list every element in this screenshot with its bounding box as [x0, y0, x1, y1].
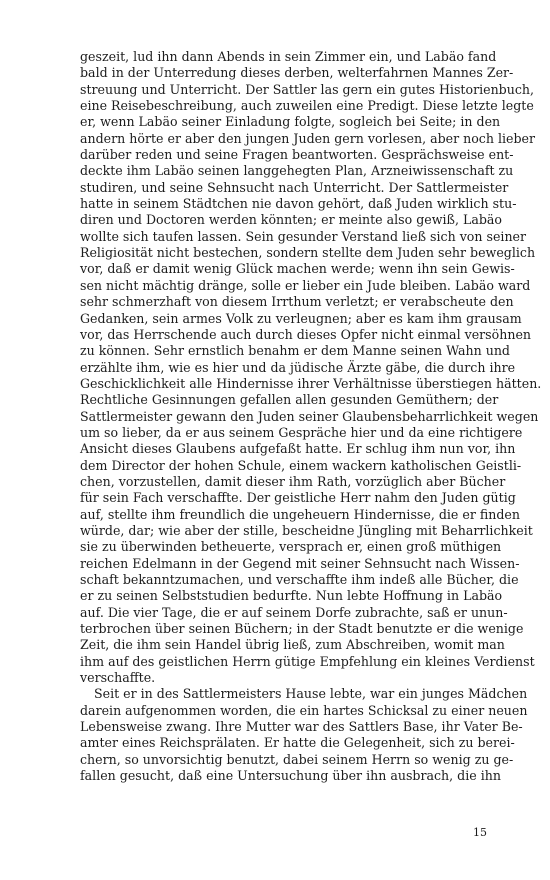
text-line: auf. Die vier Tage, die er auf seinem Dorfe zubrachte, saß er unun- — [80, 604, 508, 620]
text-line: Lebensweise zwang. Ihre Mutter war des Sattlers Base, ihr Vater Be- — [80, 719, 523, 735]
text-line: hatte in seinem Städtchen nie davon gehört, daß Juden wirklich stu- — [80, 196, 517, 212]
text-line: ihm auf des geistlichen Herrn gütige Empfehlung ein kleines Verdienst — [80, 653, 535, 669]
text-line: deckte ihm Labäo seinen langgehegten Plan, Arzneiwissenschaft zu — [80, 163, 514, 179]
text-line: studiren, und seine Sehnsucht nach Unterricht. Der Sattlermeister — [80, 179, 509, 195]
text-line: chern, so unvorsichtig benutzt, dabei seinem Herrn so wenig zu ge- — [80, 751, 514, 767]
text-column — [80, 49, 542, 784]
text-line: eine Reisebeschreibung, auch zuweilen eine Predigt. Diese letzte legte — [80, 98, 534, 114]
text-line: amter eines Reichsprälaten. Er hatte die Gelegenheit, sich zu berei- — [80, 735, 515, 751]
text-line: terbrochen über seinen Büchern; in der Stadt benutzte er die wenige — [80, 621, 524, 637]
text-line: sie zu überwinden betheuerte, versprach er, einen groß müthigen — [80, 539, 502, 555]
text-line: er, wenn Labäo seiner Einladung folgte, sogleich bei Seite; in den — [80, 114, 501, 130]
text-line: Sattlermeister gewann den Juden seiner Glaubensbeharrlichkeit wegen — [80, 408, 539, 424]
text-line: diren und Doctoren werden könnten; er meinte also gewiß, Labäo — [80, 212, 502, 228]
text-line: reichen Edelmann in der Gegend mit seiner Sehnsucht nach Wissen- — [80, 555, 520, 571]
text-line: darein aufgenommen worden, die ein hartes Schicksal zu einer neuen — [80, 702, 528, 718]
text-line: fallen gesucht, daß eine Untersuchung über ihn ausbrach, die ihn — [80, 768, 501, 784]
text-line: geszeit, lud ihn dann Abends in sein Zimmer ein, und Labäo fand — [80, 49, 497, 64]
text-line: dem Director der hohen Schule, einem wackern katholischen Geistli- — [80, 457, 522, 473]
paragraph — [80, 49, 542, 686]
page-number: 15 — [473, 826, 487, 839]
text-line: erzählte ihm, wie es hier und da jüdische Ärzte gäbe, die durch ihre — [80, 359, 516, 375]
text-line: vor, das Herrschende auch durch dieses Opfer nicht einmal versöhnen — [80, 326, 532, 342]
text-line: wollte sich taufen lassen. Sein gesunder Verstand ließ sich von seiner — [80, 228, 527, 244]
text-line: sen nicht mächtig dränge, solle er lieber ein Jude bleiben. Labäo ward — [80, 277, 531, 293]
text-line: Religiosität nicht bestechen, sondern stellte dem Juden sehr beweglich — [80, 245, 536, 261]
text-line: auf, stellte ihm freundlich die ungeheuern Hindernisse, die er finden — [80, 506, 520, 522]
text-line: sehr schmerzhaft von diesem Irrthum verletzt; er verabscheute den — [80, 294, 514, 310]
text-line: bald in der Unterredung dieses derben, welterfahrnen Mannes Zer- — [80, 65, 514, 81]
text-line: Ansicht dieses Glaubens aufgefaßt hatte. Er schlug ihm nun vor, ihn — [80, 441, 516, 457]
text-line: Gedanken, sein armes Volk zu verleugnen; aber es kam ihm grausam — [80, 310, 522, 326]
text-line: andern hörte er aber den jungen Juden gern vorlesen, aber noch lieber — [80, 130, 536, 146]
text-line: verschaffte. — [80, 670, 156, 686]
text-line: Rechtliche Gesinnungen gefallen allen gesunden Gemüthern; der — [80, 392, 499, 408]
text-line: für sein Fach verschaffte. Der geistliche Herr nahm den Juden gütig — [80, 490, 516, 506]
text-line: Geschicklichkeit alle Hindernisse ihrer Verhältnisse überstiegen hätten. — [80, 375, 542, 391]
text-line: würde, dar; wie aber der stille, bescheidne Jüngling mit Beharrlichkeit — [80, 522, 533, 538]
text-line: er zu seinen Selbststudien bedurfte. Nun lebte Hoffnung in Labäo — [80, 588, 503, 604]
text-line: vor, daß er damit wenig Glück machen werde; wenn ihn sein Gewis- — [80, 261, 515, 277]
text-line: zu können. Sehr ernstlich benahm er dem Manne seinen Wahn und — [80, 343, 510, 359]
text-line: Seit er in des Sattlermeisters Hause lebte, war ein junges Mädchen — [94, 686, 528, 702]
text-line: streuung und Unterricht. Der Sattler las gern ein gutes Historienbuch, — [80, 81, 535, 97]
text-line: schaft bekanntzumachen, und verschaffte ihm indeß alle Bücher, die — [80, 572, 519, 587]
page-body — [80, 49, 542, 784]
text-line: Zeit, die ihm sein Handel übrig ließ, zum Abschreiben, womit man — [80, 637, 505, 653]
text-line: chen, vorzustellen, damit dieser ihm Rath, vorzüglich aber Bücher — [80, 473, 506, 489]
text-line: darüber reden und seine Fragen beantworten. Gesprächsweise ent- — [80, 147, 514, 163]
paragraph — [80, 686, 528, 784]
text-line: um so lieber, da er aus seinem Gespräche hier und da eine richtigere — [80, 424, 523, 440]
